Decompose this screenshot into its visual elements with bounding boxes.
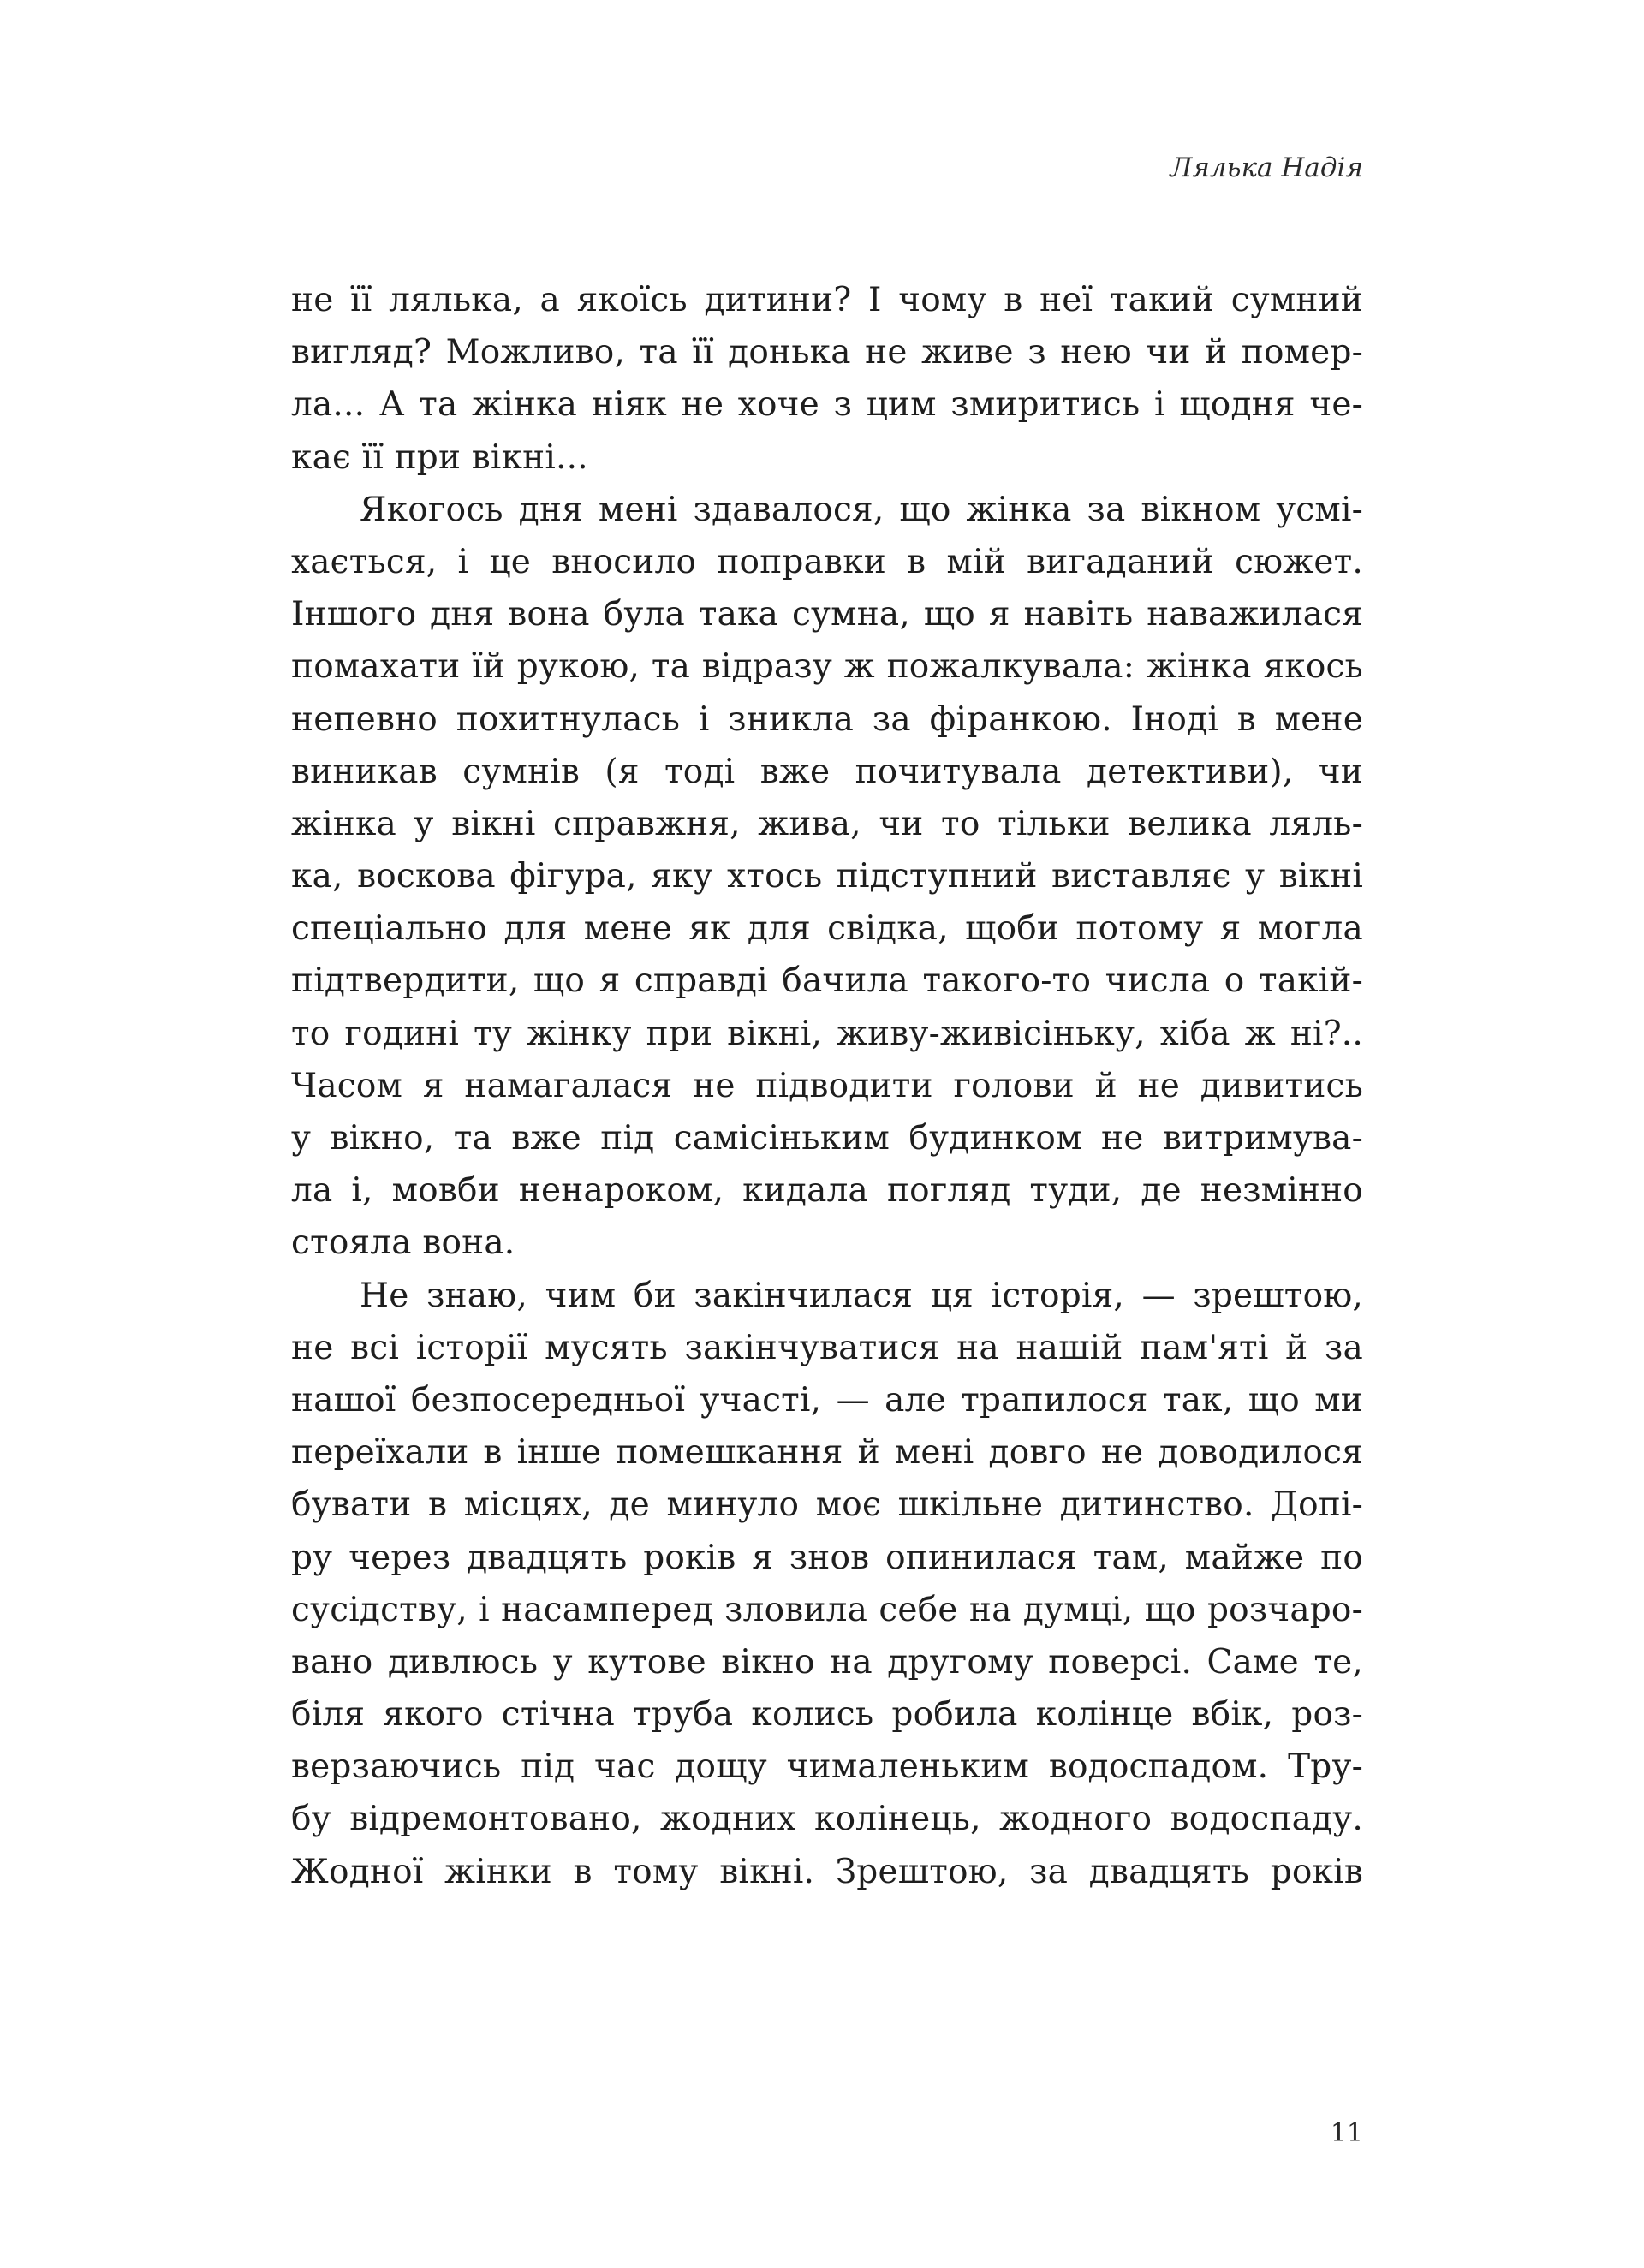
running-head-title: Лялька Надія <box>1170 152 1363 183</box>
text-line: переїхали в інше помешкання й мені довго не доводилося <box>291 1433 1363 1473</box>
text-line: ла... А та жінка ніяк не хоче з цим змиритись і щодня че- <box>291 385 1363 425</box>
text-line: ру через двадцять років я знов опинилася там, майже по <box>291 1538 1363 1577</box>
text-line: виникав сумнів (я тоді вже почитувала детективи), чи <box>291 752 1363 791</box>
text-line: помахати їй рукою, та відразу ж пожалкувала: жінка якось <box>291 647 1363 687</box>
text-line: сусідству, і насамперед зловила себе на думці, що розчаро- <box>291 1590 1363 1629</box>
body-text <box>291 274 1363 1898</box>
text-line: ка, воскова фігура, яку хтось підступний виставляє у вікні <box>291 857 1363 896</box>
text-line: то годині ту жінку при вікні, живу-живісіньку, хіба ж ні?.. <box>291 1014 1363 1053</box>
text-line: спеціально для мене як для свідка, щоби потому я могла <box>291 909 1363 949</box>
text-line: хається, і це вносило поправки в мій вигаданий сюжет. <box>291 542 1363 581</box>
text-line: бувати в місцях, де минуло моє шкільне дитинство. Допі- <box>291 1485 1363 1525</box>
text-line: не всі історії мусять закінчуватися на нашій пам'яті й за <box>291 1328 1363 1367</box>
paragraph-first-line: Якогось дня мені здавалося, що жінка за вікном усмі- <box>360 490 1363 529</box>
text-line: непевно похитнулась і зникла за фіранкою. Іноді в мене <box>291 699 1363 739</box>
text-line: кає її при вікні... <box>291 438 588 477</box>
paragraph-first-line: Не знаю, чим би закінчилася ця історія, — зрештою, <box>360 1276 1363 1315</box>
text-line: підтвердити, що я справді бачила такого-то числа о такій- <box>291 961 1363 1001</box>
text-line: нашої безпосередньої участі, — але трапилося так, що ми <box>291 1380 1363 1420</box>
text-line: бу відремонтовано, жодних колінець, жодного водоспаду. <box>291 1800 1363 1839</box>
text-line: Жодної жінки в тому вікні. Зрештою, за двадцять років <box>291 1852 1363 1891</box>
text-line: Іншого дня вона була така сумна, що я навіть наважилася <box>291 595 1363 634</box>
text-line: вано дивлюсь у кутове вікно на другому поверсі. Саме те, <box>291 1642 1363 1682</box>
text-line: не її лялька, а якоїсь дитини? І чому в неї такий сумний <box>291 281 1363 319</box>
text-line: ла і, мовби ненароком, кидала погляд туди, де незмінно <box>291 1171 1363 1211</box>
text-line: Часом я намагалася не підводити голови й не дивитись <box>291 1066 1363 1105</box>
text-line: верзаючись під час дощу чималеньким водоспадом. Тру- <box>291 1747 1363 1787</box>
text-line: стояла вона. <box>291 1223 515 1263</box>
text-line: у вікно, та вже під самісіньким будинком не витримува- <box>291 1119 1363 1158</box>
text-line: вигляд? Можливо, та її донька не живе з нею чи й помер- <box>291 333 1363 372</box>
text-line: біля якого стічна труба колись робила колінце вбік, роз- <box>291 1695 1363 1735</box>
page-number: 11 <box>1330 2118 1363 2148</box>
text-line: жінка у вікні справжня, жива, чи то тільки велика ляль- <box>291 804 1363 843</box>
